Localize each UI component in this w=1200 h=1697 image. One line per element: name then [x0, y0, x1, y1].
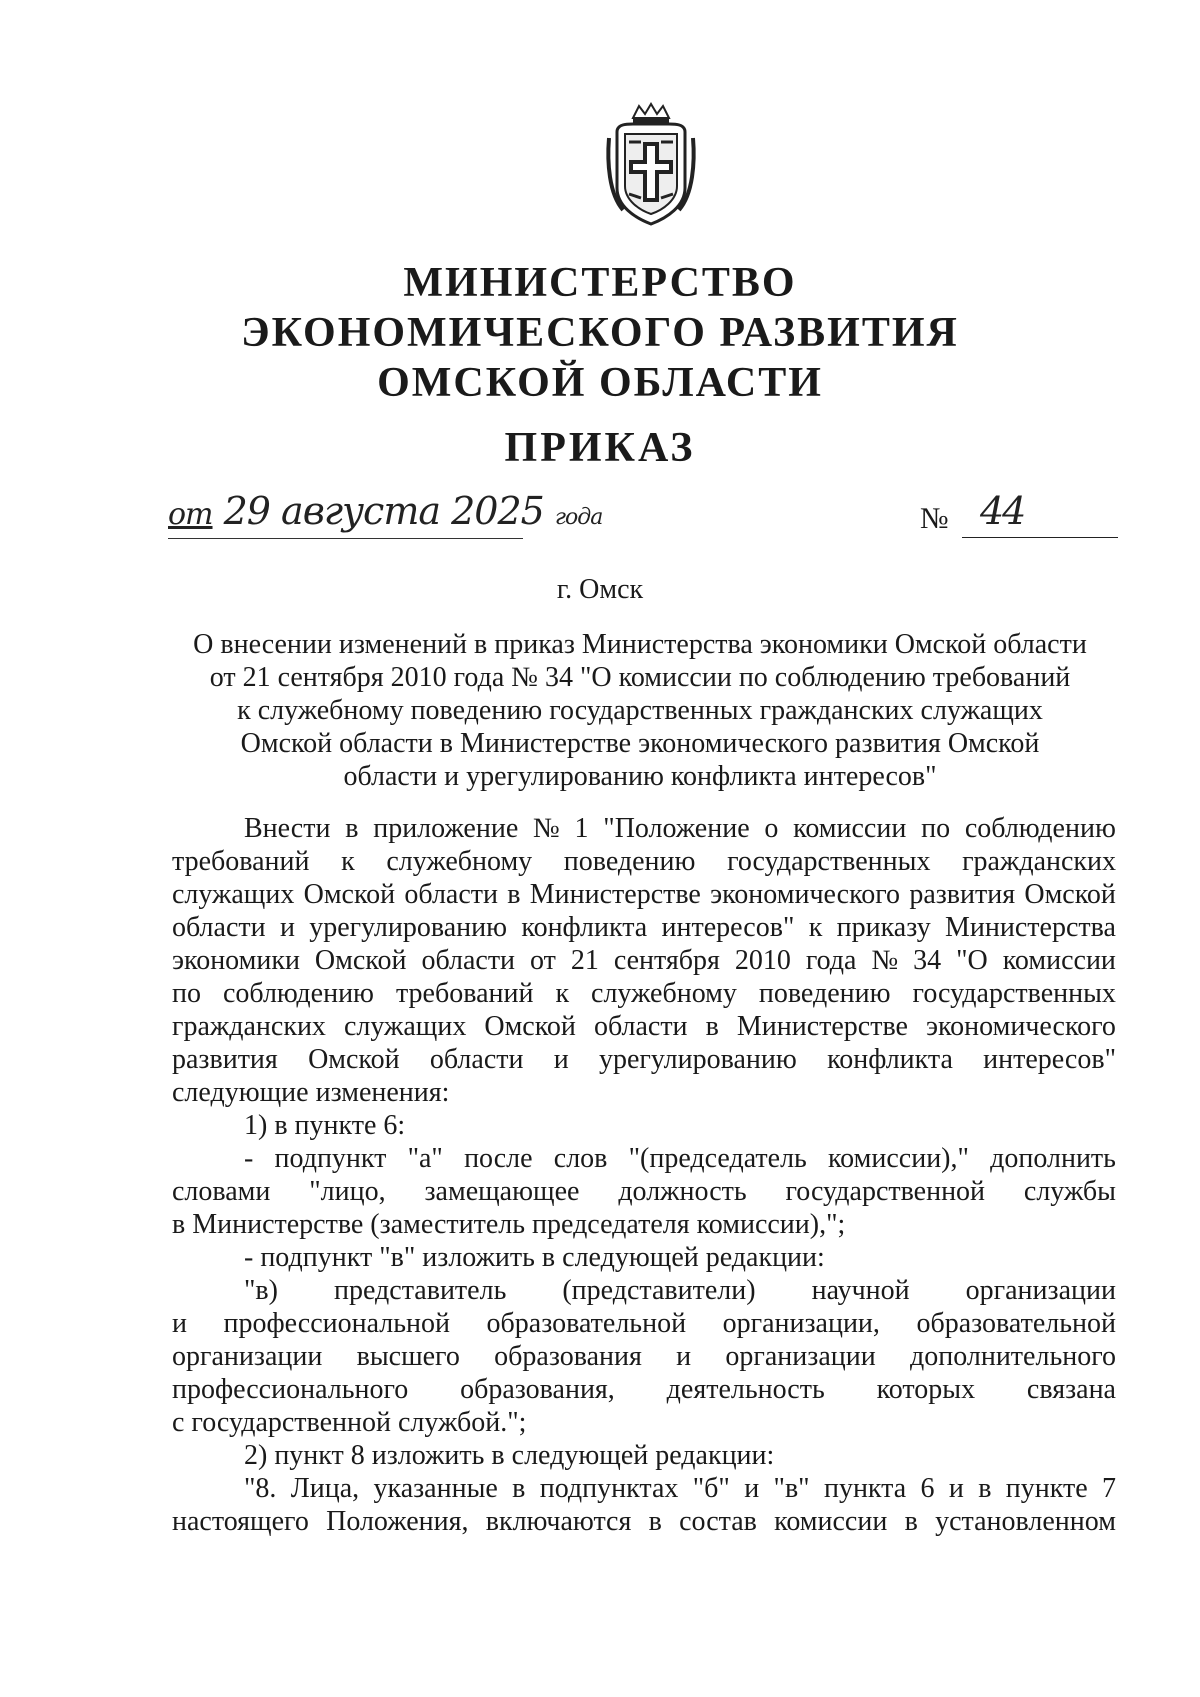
body-word: "8. [244, 1473, 277, 1504]
body-word: комиссии)," [828, 1143, 969, 1174]
body-word: 34 [913, 945, 942, 976]
body-word: организации [172, 1341, 323, 1372]
body-word: в [978, 1473, 992, 1504]
body-word: Министерстве [529, 879, 701, 910]
body-line [172, 1340, 1116, 1373]
ministry-name-line-1: МИНИСТЕРСТВО [403, 260, 797, 306]
body-word: Положения, [326, 1506, 469, 1537]
body-word: "лицо, [309, 1176, 386, 1207]
body-line [172, 845, 1116, 878]
body-text: 1) в пункте 6: [244, 1110, 406, 1141]
subject-line: Омской области в Министерстве экономического развития Омской [240, 728, 1040, 759]
body-word: настоящего [172, 1506, 309, 1537]
body-line [172, 1043, 1116, 1076]
body-word: поведению [563, 846, 696, 877]
body-word: организации [725, 1341, 876, 1372]
body-word: организации, [722, 1308, 880, 1339]
body-word: интересов" [983, 1044, 1116, 1075]
body-word: области [421, 945, 516, 976]
body-word: образовательной [916, 1308, 1116, 1339]
body-word: состав [679, 1506, 757, 1537]
ministry-name-line-2: ЭКОНОМИЧЕСКОГО РАЗВИТИЯ [241, 310, 959, 356]
body-line [172, 812, 1116, 845]
body-word: в [648, 1506, 662, 1537]
body-word: организации [965, 1275, 1116, 1306]
body-line [172, 1010, 1116, 1043]
body-word: области [593, 1011, 688, 1042]
body-line [172, 1109, 1116, 1142]
body-word: экономики [172, 945, 300, 976]
body-word: в [512, 1473, 526, 1504]
subject-line: к служебному поведению государственных гражданских служащих [237, 695, 1043, 726]
body-word: (представители) [562, 1275, 756, 1306]
body-word: после [464, 1143, 533, 1174]
body-word: "(председатель [628, 1143, 807, 1174]
body-word: и [948, 1473, 964, 1504]
body-word: в [705, 1011, 719, 1042]
body-word: № [871, 945, 899, 976]
body-word: 6 [920, 1473, 935, 1504]
body-word: конфликта [521, 912, 648, 943]
body-word: государственной [785, 1176, 986, 1207]
body-word: конфликта [827, 1044, 953, 1075]
body-word: и [553, 1044, 569, 1075]
body-line [172, 878, 1116, 911]
body-word: комиссии [774, 1506, 888, 1537]
date-prefix: от [168, 497, 213, 532]
body-line [172, 1307, 1116, 1340]
body-word: и [172, 1308, 187, 1339]
body-word: Министерства [945, 912, 1116, 943]
body-word: образовательной [486, 1308, 687, 1339]
body-word: к [808, 912, 823, 943]
body-word: урегулированию [599, 1044, 797, 1075]
body-word: дополнить [990, 1143, 1116, 1174]
body-word: урегулированию [309, 912, 508, 943]
body-word: "б" [692, 1473, 730, 1504]
subject-line: области и урегулированию конфликта интересов" [343, 761, 937, 792]
body-word: образования, [460, 1374, 615, 1405]
body-line [172, 1208, 1116, 1241]
body-word: по [921, 813, 951, 844]
body-word: Омской [314, 945, 407, 976]
body-word: и [744, 1473, 760, 1504]
body-word: и [676, 1341, 692, 1372]
body-word: служебному [386, 846, 533, 877]
body-word: развития [909, 879, 1016, 910]
body-word: слов [553, 1143, 608, 1174]
body-word: профессиональной [223, 1308, 450, 1339]
body-word: включаются [485, 1506, 632, 1537]
body-line [172, 1274, 1116, 1307]
body-word: о [764, 813, 779, 844]
body-word: подпунктах [539, 1473, 679, 1504]
body-word: по [172, 978, 201, 1009]
body-word: № [533, 813, 560, 844]
body-line [172, 1175, 1116, 1208]
body-word: деятельность [666, 1374, 825, 1405]
body-word: связана [1026, 1374, 1116, 1405]
body-word: замещающее [424, 1176, 580, 1207]
body-word: приказу [836, 912, 931, 943]
body-word: 7 [1101, 1473, 1116, 1504]
body-line [172, 1373, 1116, 1406]
body-word: указанные [373, 1473, 498, 1504]
body-word: пункте [1005, 1473, 1088, 1504]
body-word: Лица, [290, 1473, 360, 1504]
body-word: государственных [727, 846, 931, 877]
body-word: службы [1023, 1176, 1116, 1207]
body-word: словами [172, 1176, 271, 1207]
body-word: гражданских [172, 1011, 326, 1042]
body-word: 21 [570, 945, 599, 976]
body-text: следующие изменения: [172, 1077, 450, 1108]
body-word: поведению [758, 978, 891, 1009]
body-word: 1 [574, 813, 589, 844]
body-word: гражданских [962, 846, 1116, 877]
body-line [172, 911, 1116, 944]
body-line [172, 977, 1116, 1010]
body-word: пункта [823, 1473, 907, 1504]
body-word: приложение [373, 813, 519, 844]
body-word: к [341, 846, 355, 877]
body-word: служащих [343, 1011, 467, 1042]
body-line [172, 1406, 1116, 1439]
order-subject [170, 628, 1110, 793]
number-underline [962, 537, 1118, 538]
body-word: требований [172, 846, 310, 877]
order-body [172, 812, 1116, 1538]
ministry-name-line-3: ОМСКОЙ ОБЛАСТИ [377, 360, 823, 406]
body-word: - [244, 1143, 254, 1174]
body-word: научной [811, 1275, 910, 1306]
body-word: соблюдению [222, 978, 374, 1009]
body-word: служащих [172, 879, 295, 910]
body-word: и [279, 912, 295, 943]
body-word: в [904, 1506, 918, 1537]
body-word: области [429, 1044, 524, 1075]
document-type-title: ПРИКАЗ [504, 425, 696, 471]
body-line [172, 1505, 1116, 1538]
date-handwritten: 29 августа 2025 [223, 489, 544, 533]
body-word: экономического [925, 1011, 1116, 1042]
body-line [172, 1076, 1116, 1109]
date-suffix: года [554, 505, 603, 530]
body-word: представитель [334, 1275, 507, 1306]
body-word: "О [956, 945, 988, 976]
body-text: в Министерстве (заместитель председателя комиссии),"; [172, 1209, 846, 1240]
body-word: установленном [935, 1506, 1116, 1537]
body-word: Омской [484, 1011, 576, 1042]
body-word: Омской [308, 1044, 400, 1075]
body-word: которых [876, 1374, 976, 1405]
body-text: с государственной службой."; [172, 1407, 527, 1438]
subject-line: О внесении изменений в приказ Министерства экономики Омской области [193, 629, 1087, 660]
body-word: "Положение [603, 813, 750, 844]
body-word: Министерстве [736, 1011, 908, 1042]
body-line [172, 944, 1116, 977]
body-word: от [530, 945, 556, 976]
body-word: "в) [244, 1275, 278, 1306]
body-word: Омской [1024, 879, 1116, 910]
body-line [172, 1142, 1116, 1175]
coat-of-arms-icon [603, 102, 699, 228]
number-sign: № [920, 502, 949, 535]
body-word: соблюдению [964, 813, 1116, 844]
body-word: области [172, 912, 266, 943]
body-word: "в" [773, 1473, 810, 1504]
body-line [172, 1472, 1116, 1505]
body-word: комиссии [793, 813, 907, 844]
body-word: служебному [591, 978, 737, 1009]
body-word: 2010 [734, 945, 791, 976]
order-date [168, 489, 602, 533]
city: г. Омск [556, 574, 644, 605]
number-handwritten: 44 [980, 489, 1025, 533]
body-word: дополнительного [910, 1341, 1116, 1372]
body-word: в [507, 879, 521, 910]
body-word: образования [494, 1341, 642, 1372]
date-underline [168, 538, 523, 539]
body-word: Омской [303, 879, 396, 910]
body-word: Внести [244, 813, 331, 844]
body-word: развития [172, 1044, 278, 1075]
subject-line: от 21 сентября 2010 года № 34 "О комиссии по соблюдению требований [209, 662, 1071, 693]
body-word: должность [618, 1176, 747, 1207]
body-word: года [805, 945, 857, 976]
body-word: комиссии [1002, 945, 1116, 976]
body-line [172, 1439, 1116, 1472]
order-number [920, 489, 1120, 541]
body-word: в [345, 813, 359, 844]
body-word: сентября [613, 945, 720, 976]
body-word: подпункт [274, 1143, 387, 1174]
body-word: области [404, 879, 499, 910]
body-text: 2) пункт 8 изложить в следующей редакции: [244, 1440, 775, 1471]
body-line [172, 1241, 1116, 1274]
body-word: высшего [356, 1341, 460, 1372]
body-word: "а" [407, 1143, 443, 1174]
body-word: интересов" [661, 912, 795, 943]
ministry-name [0, 258, 1200, 408]
body-word: требований [395, 978, 534, 1009]
body-word: профессионального [172, 1374, 409, 1405]
body-word: государственных [912, 978, 1116, 1009]
body-word: к [555, 978, 570, 1009]
body-text: - подпункт "в" изложить в следующей редакции: [244, 1242, 825, 1273]
body-word: экономического [710, 879, 901, 910]
